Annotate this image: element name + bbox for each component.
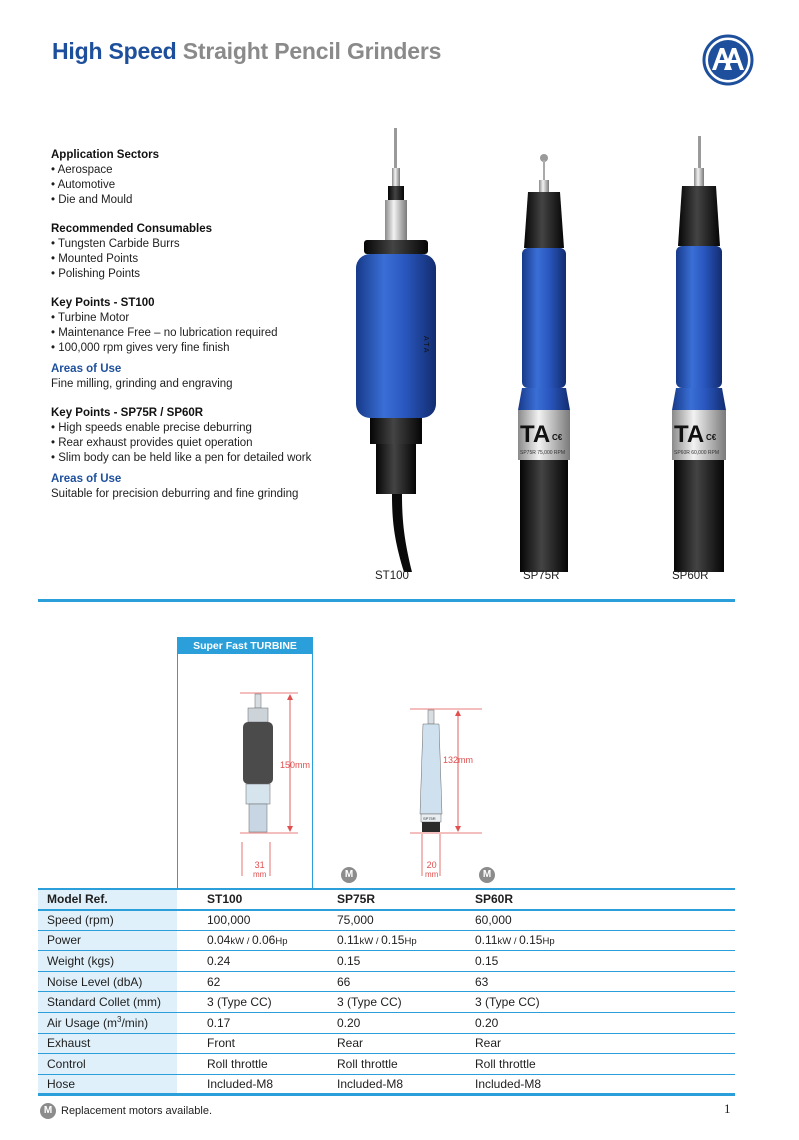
areas-of-use-heading: Areas of Use <box>51 363 122 375</box>
table-cell: Rear <box>448 1033 735 1054</box>
product-photo <box>342 120 740 572</box>
table-cell: 66 <box>310 971 448 992</box>
st100-width: 31 mm <box>253 860 267 879</box>
table-cell: 0.17 <box>177 1013 310 1034</box>
spec-table <box>38 888 735 1096</box>
caption-sp60r: SP60R <box>672 570 709 582</box>
table-cell: 3 (Type CC) <box>177 992 310 1013</box>
table-row <box>38 1013 735 1034</box>
sp60r-brand: TA <box>674 421 705 448</box>
turbine-label: Super Fast TURBINE Motor <box>178 638 312 654</box>
table-row <box>38 971 735 992</box>
sp60r-tool <box>672 136 726 572</box>
row-label: Weight (kgs) <box>38 951 177 972</box>
ce-mark-icon: C€ <box>552 433 563 442</box>
footnote <box>40 1103 212 1119</box>
page-title <box>52 38 441 65</box>
column-header: Model Ref. <box>38 889 177 910</box>
list-item: • Turbine Motor <box>51 312 130 324</box>
replacement-motor-badge: M <box>341 867 357 883</box>
table-cell: 3 (Type CC) <box>448 992 735 1013</box>
caption-sp75r: SP75R <box>523 570 560 582</box>
list-item: • Mounted Points <box>51 253 139 265</box>
st100-length: 150mm <box>280 760 311 770</box>
application-sectors-heading: Application Sectors <box>51 149 159 161</box>
list-item: • Polishing Points <box>51 268 141 280</box>
section-divider <box>38 599 735 602</box>
list-item: • High speeds enable precise deburring <box>51 422 252 434</box>
row-label: Air Usage $(m^3/\min)$ <box>38 1013 177 1034</box>
sp75r-width: 20 mm <box>425 860 439 879</box>
table-cell: 63 <box>448 971 735 992</box>
replacement-motor-badge: M <box>479 867 495 883</box>
row-label: Standard Collet (mm) <box>38 992 177 1013</box>
table-row <box>38 1033 735 1054</box>
list-item: • Rear exhaust provides quiet operation <box>51 437 253 449</box>
table-cell: Included-M8 <box>177 1074 310 1095</box>
table-cell: 0.20 <box>448 1013 735 1034</box>
table-cell: 0.15 <box>310 951 448 972</box>
list-item: • Aerospace <box>51 164 113 176</box>
row-label: Hose <box>38 1074 177 1095</box>
feature-text <box>51 148 351 502</box>
list-item: • Automotive <box>51 179 116 191</box>
table-cell: 62 <box>177 971 310 992</box>
table-cell: Roll throttle <box>177 1054 310 1075</box>
table-cell: Rear <box>310 1033 448 1054</box>
table-cell: Roll throttle <box>310 1054 448 1075</box>
list-item: • Slim body can be held like a pen for detailed work <box>51 452 312 464</box>
row-label: Speed (rpm) <box>38 910 177 931</box>
st100-body-label: A T A <box>422 336 429 353</box>
table-row <box>38 951 735 972</box>
table-cell: 3 (Type CC) <box>310 992 448 1013</box>
sp75r-diagram <box>408 706 488 836</box>
list-item: • Die and Mould <box>51 194 133 206</box>
table-row <box>38 992 735 1013</box>
table-cell: Included-M8 <box>310 1074 448 1095</box>
key-points-sp-heading: Key Points - SP75R / SP60R <box>51 407 204 419</box>
sp75r-diagram-label: SP75R <box>423 816 436 821</box>
title-highlight: High Speed <box>52 38 177 64</box>
sp75r-brand: TA <box>520 421 551 448</box>
row-label: Noise Level (dbA) <box>38 971 177 992</box>
sp75r-body-label: SP75R 75,000 RPM <box>520 450 566 456</box>
sp75r-tool <box>518 154 570 572</box>
table-cell: 0.15 <box>448 951 735 972</box>
table-row <box>38 1074 735 1095</box>
table-cell: Front <box>177 1033 310 1054</box>
footnote-text: Replacement motors available. <box>61 1105 213 1117</box>
areas-of-use-text: Fine milling, grinding and engraving <box>51 378 233 390</box>
table-cell: 0.04kW / 0.06Hp <box>177 930 310 951</box>
ce-mark-icon: C€ <box>706 433 717 442</box>
sp75r-length: 132mm <box>443 755 474 765</box>
table-row <box>38 930 735 951</box>
row-label: Power <box>38 930 177 951</box>
areas-of-use-text: Suitable for precision deburring and fine grinding <box>51 488 299 500</box>
table-cell: Included-M8 <box>448 1074 735 1095</box>
table-cell: Roll throttle <box>448 1054 735 1075</box>
table-cell: 75,000 <box>310 910 448 931</box>
table-header-row <box>38 889 735 910</box>
table-cell: 0.20 <box>310 1013 448 1034</box>
table-cell: 0.11kW / 0.15Hp <box>448 930 735 951</box>
table-row <box>38 910 735 931</box>
sp60r-body-label: SP60R 60,000 RPM <box>674 450 720 456</box>
column-header: SP60R <box>448 889 735 910</box>
table-cell: 0.24 <box>177 951 310 972</box>
table-cell: 100,000 <box>177 910 310 931</box>
caption-st100: ST100 <box>375 570 409 582</box>
replacement-motor-badge: M <box>40 1103 56 1119</box>
st100-tool <box>356 128 436 572</box>
title-rest: Straight Pencil Grinders <box>182 38 442 64</box>
column-header: ST100 <box>177 889 310 910</box>
ata-logo-icon <box>702 34 754 86</box>
list-item: • Maintenance Free – no lubrication required <box>51 327 278 339</box>
areas-of-use-heading: Areas of Use <box>51 473 122 485</box>
page-number: 1 <box>724 1101 731 1116</box>
key-points-st100-heading: Key Points - ST100 <box>51 297 155 309</box>
consumables-heading: Recommended Consumables <box>51 223 213 235</box>
table-cell: 0.11kW / 0.15Hp <box>310 930 448 951</box>
list-item: • Tungsten Carbide Burrs <box>51 238 180 250</box>
row-label: Control <box>38 1054 177 1075</box>
table-cell: 60,000 <box>448 910 735 931</box>
list-item: • 100,000 rpm gives very fine finish <box>51 342 230 354</box>
table-row <box>38 1054 735 1075</box>
column-header: SP75R <box>310 889 448 910</box>
row-label: Exhaust <box>38 1033 177 1054</box>
